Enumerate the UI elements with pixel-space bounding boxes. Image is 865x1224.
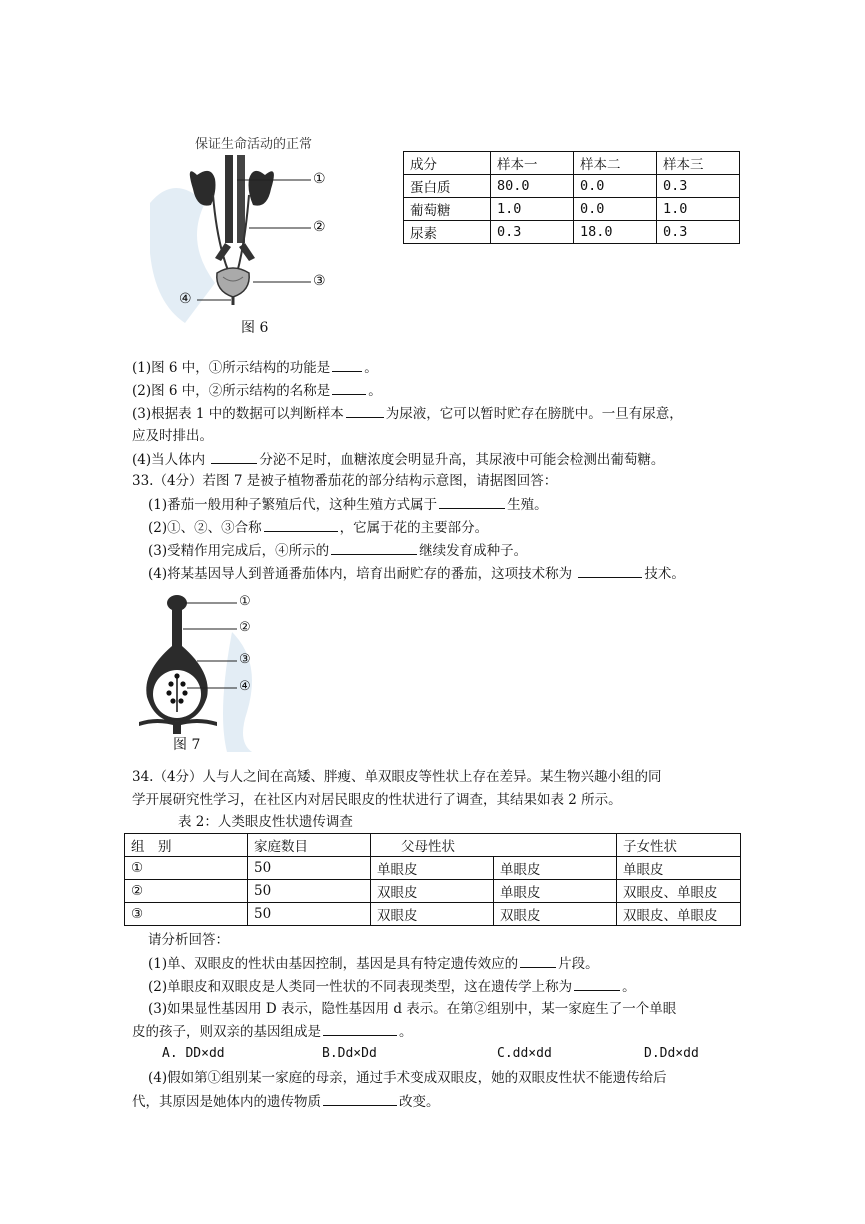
table-cell: 成分 <box>404 152 491 175</box>
q33-line-1: (1)番茄一般用种子繁殖后代，这种生殖方式属于 生殖。 <box>148 494 548 515</box>
table-cell: 1.0 <box>657 198 740 221</box>
answer-blank[interactable] <box>332 357 362 372</box>
q32-line-2: (2)图 6 中，②所示结构的名称是 。 <box>132 380 382 401</box>
table-row <box>404 152 740 175</box>
table-cell: 样本一 <box>491 152 574 175</box>
table-cell: 尿素 <box>404 221 491 244</box>
table-header-cell: 家庭数目 <box>248 834 371 857</box>
table-cell: 双眼皮 <box>371 880 494 903</box>
q34-line-4b: 代，其原因是她体内的遗传物质 改变。 <box>132 1091 440 1112</box>
table-row <box>125 903 741 926</box>
table-cell: ③ <box>125 903 248 926</box>
table-cell: 80.0 <box>491 175 574 198</box>
table-header-cell: 子女性状 <box>617 834 741 857</box>
q33-line-3: (3)受精作用完成后，④所示的 继续发育成种子。 <box>148 540 527 561</box>
table-cell: 单眼皮 <box>494 880 617 903</box>
table-cell: 0.3 <box>491 221 574 244</box>
table-row <box>125 857 741 880</box>
table-1 <box>403 151 740 244</box>
table-cell: 18.0 <box>574 221 657 244</box>
answer-blank[interactable] <box>332 380 366 395</box>
answer-blank[interactable] <box>346 403 384 418</box>
fig7-label-3: ③ <box>239 652 251 667</box>
table-row <box>404 198 740 221</box>
table-2-caption: 表 2：人类眼皮性状遗传调查 <box>178 814 353 830</box>
option-b[interactable]: B.Dd×Dd <box>322 1046 377 1061</box>
option-a[interactable]: A. DD×dd <box>162 1046 225 1061</box>
q32-line-3b: 应及时排出。 <box>132 428 213 444</box>
q32-line-3: (3)根据表 1 中的数据可以判断样本 为尿液，它可以暂时贮存在膀胱中。一旦有尿意， <box>132 403 683 424</box>
answer-blank[interactable] <box>520 953 556 968</box>
answer-blank[interactable] <box>323 1091 397 1106</box>
table-row <box>125 880 741 903</box>
table-cell: 50 <box>248 880 371 903</box>
table-cell: 双眼皮、单眼皮 <box>617 903 741 926</box>
table-header-cell: 组 别 <box>125 834 248 857</box>
table-header-cell: 父母性状 <box>371 834 617 857</box>
answer-blank[interactable] <box>323 1021 397 1036</box>
table-header-row <box>125 834 741 857</box>
fig7-label-1: ① <box>239 594 251 609</box>
q34-prompt: 请分析回答： <box>148 932 229 948</box>
fig7-label-4: ④ <box>239 679 251 694</box>
q32-line-1: (1)图 6 中，①所示结构的功能是 。 <box>132 357 378 378</box>
q34-heading-1: 34.（4分）人与人之间在高矮、胖瘦、单双眼皮等性状上存在差异。某生物兴趣小组的同 <box>132 769 662 785</box>
table-cell: 单眼皮 <box>371 857 494 880</box>
table-cell: 50 <box>248 903 371 926</box>
table-cell: 样本三 <box>657 152 740 175</box>
table-cell: 0.3 <box>657 175 740 198</box>
figure-6 <box>145 133 345 343</box>
table-cell: 双眼皮 <box>494 903 617 926</box>
q34-line-4: (4)假如第①组别某一家庭的母亲，通过手术变成双眼皮，她的双眼皮性状不能遗传给后 <box>148 1070 667 1086</box>
table-cell: 双眼皮 <box>371 903 494 926</box>
option-c[interactable]: C.dd×dd <box>497 1046 552 1061</box>
answer-blank[interactable] <box>578 563 642 578</box>
table-row <box>404 221 740 244</box>
q33-line-2: (2)①、②、③合称 ，它属于花的主要部分。 <box>148 517 488 538</box>
q34-line-2: (2)单眼皮和双眼皮是人类同一性状的不同表现类型，这在遗传学上称为 。 <box>148 976 636 997</box>
fig7-caption: 图 7 <box>173 737 201 753</box>
q33-heading: 33.（4分）若图 7 是被子植物番茄花的部分结构示意图，请据图回答： <box>132 473 558 489</box>
table-cell: 单眼皮 <box>617 857 741 880</box>
answer-blank[interactable] <box>264 517 338 532</box>
table-cell: 50 <box>248 857 371 880</box>
q34-line-3: (3)如果显性基因用 D 表示，隐性基因用 d 表示。在第②组别中，某一家庭生了一个单眼 <box>148 1001 677 1017</box>
table-cell: 双眼皮、单眼皮 <box>617 880 741 903</box>
fig6-caption: 图 6 <box>241 320 269 336</box>
option-d[interactable]: D.Dd×dd <box>644 1046 699 1061</box>
fig7-label-2: ② <box>239 620 251 635</box>
answer-blank[interactable] <box>211 449 257 464</box>
fig6-label-2: ② <box>313 219 326 235</box>
table-cell: 单眼皮 <box>494 857 617 880</box>
table-cell: ② <box>125 880 248 903</box>
q34-heading-2: 学开展研究性学习，在社区内对居民眼皮的性状进行了调查，其结果如表 2 所示。 <box>132 792 622 808</box>
table-row <box>404 175 740 198</box>
table-2 <box>124 833 741 926</box>
answer-blank[interactable] <box>331 540 417 555</box>
table-cell: 1.0 <box>491 198 574 221</box>
table-cell: 样本二 <box>574 152 657 175</box>
table-cell: 蛋白质 <box>404 175 491 198</box>
fig6-label-1: ① <box>313 171 326 187</box>
table-cell: 葡萄糖 <box>404 198 491 221</box>
table-cell: ① <box>125 857 248 880</box>
fig6-label-3: ③ <box>313 273 326 289</box>
figure-7 <box>137 592 267 754</box>
q33-line-4: (4)将某基因导人到普通番茄体内，培育出耐贮存的番茄，这项技术称为 技术。 <box>148 563 685 584</box>
table-cell: 0.0 <box>574 175 657 198</box>
q34-line-3b: 皮的孩子，则双亲的基因组成是 。 <box>132 1021 413 1042</box>
q32-line-4: (4)当人体内 分泌不足时，血糖浓度会明显升高，其尿液中可能会检测出葡萄糖。 <box>132 449 664 470</box>
table-cell: 0.3 <box>657 221 740 244</box>
fig6-header: 保证生命活动的正常 <box>195 137 313 152</box>
pistil-diagram <box>137 592 267 754</box>
table-cell: 0.0 <box>574 198 657 221</box>
answer-blank[interactable] <box>574 976 620 991</box>
answer-blank[interactable] <box>439 494 505 509</box>
fig6-label-4: ④ <box>179 291 192 307</box>
q34-line-1: (1)单、双眼皮的性状由基因控制，基因是具有特定遗传效应的 片段。 <box>148 953 599 974</box>
urinary-system-diagram <box>145 133 345 343</box>
